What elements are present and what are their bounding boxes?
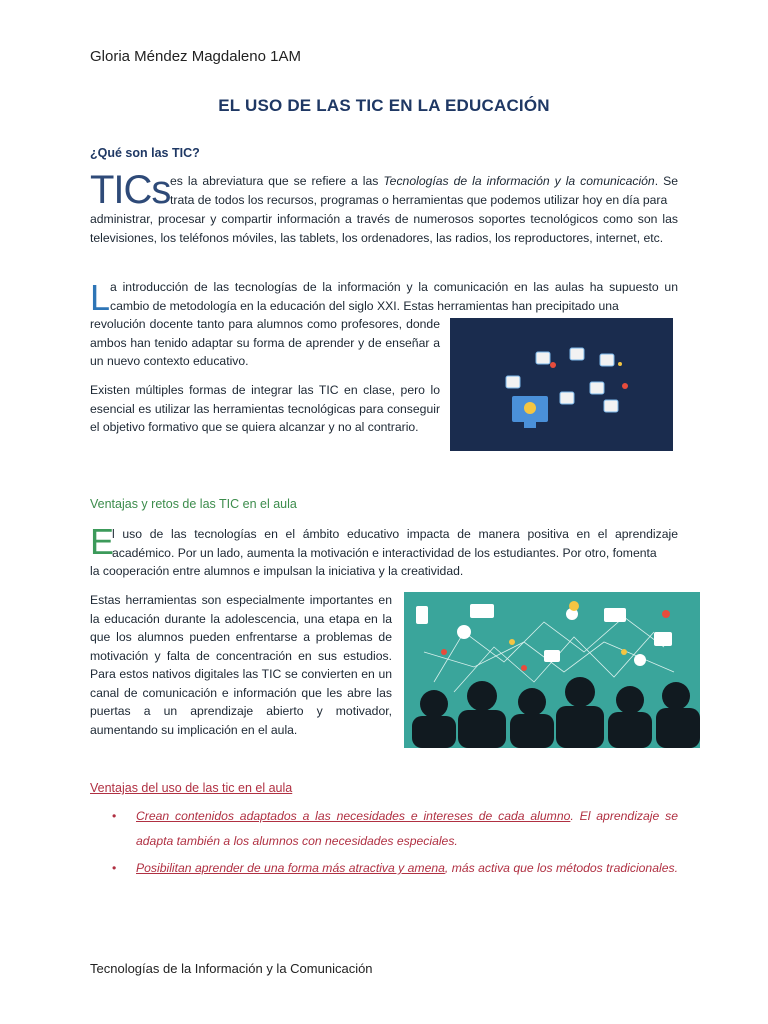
page-footer: Tecnologías de la Información y la Comunicación <box>90 961 373 976</box>
paragraph-3: Existen múltiples formas de integrar las TIC en clase, pero lo esencial es utilizar las herramientas tecnológicas para conseguir el objetivo formativo que se quiera alcanzar y no al contrario. <box>90 383 440 434</box>
paragraph-2-continuation: revolución docente tanto para alumnos como profesores, donde ambos han tenido adaptar su forma de aprender y de enseñar a un nuevo contexto educativo. <box>90 317 440 368</box>
paragraph-5: Estas herramientas son especialmente importantes en la educación durante la adolescencia, una etapa en la que los alumnos pueden enfrentarse a problemas de motivación y falta de concentración en sus estudios. Para estos nativos digitales las TIC se convierten en un canal de comunicación e información que les abre las puertas a un aprendizaje abierto y motivador, aumentando su implicación en el aula. <box>90 593 392 737</box>
paragraph-2-intro: a introducción de las tecnologías de la información y la comunicación en las aulas ha supuesto un cambio de metodología en la educación del siglo XXI. Estas herramientas han precipitado una <box>110 280 678 313</box>
dropcap-e: E <box>90 521 115 562</box>
section-heading-advantages-list: Ventajas del uso de las tic en el aula <box>90 781 293 795</box>
online-learning-illustration <box>450 318 673 451</box>
paragraph-1-continuation: administrar, procesar y compartir información a través de numerosos soportes tecnológicos como son las televisiones, los teléfonos móviles, las tablets, los ordenadores, las radios, los reproductores, internet, etc. <box>90 212 678 245</box>
bullet-dot: • <box>112 861 117 875</box>
paragraph-4-intro: l uso de las tecnologías en el ámbito educativo impacta de manera positiva en el aprendizaje académico. Por un lado, aumenta la motivación e interactividad de los estudiantes. Por otro, fomenta <box>112 527 678 560</box>
dropcap-tics: TICs <box>90 168 171 212</box>
section-heading-what-are-tic: ¿Qué son las TIC? <box>90 146 200 160</box>
dropcap-l: L <box>90 277 111 318</box>
digital-natives-illustration <box>404 592 700 748</box>
author-name: Gloria Méndez Magdaleno 1AM <box>90 48 301 65</box>
paragraph-4-continuation: la cooperación entre alumnos e impulsan la iniciativa y la creatividad. <box>90 564 464 578</box>
list-item: • Posibilitan aprender de una forma más atractiva y amena, más activa que los métodos tradicionales. <box>112 856 678 881</box>
advantages-bullet-list <box>112 804 678 883</box>
section-heading-advantages-challenges: Ventajas y retos de las TIC en el aula <box>90 497 297 511</box>
page-title: EL USO DE LAS TIC EN LA EDUCACIÓN <box>218 96 550 115</box>
bullet-dot: • <box>112 809 117 823</box>
paragraph-1-intro: es la abreviatura que se refiere a las Tecnologías de la información y la comunicación. Se trata de todos los recursos, programas o herramientas que podemos utilizar hoy en día para <box>170 174 679 207</box>
list-item: • Crean contenidos adaptados a las necesidades e intereses de cada alumno. El aprendizaje se adapta también a los alumnos con necesidades especiales. <box>112 804 678 854</box>
